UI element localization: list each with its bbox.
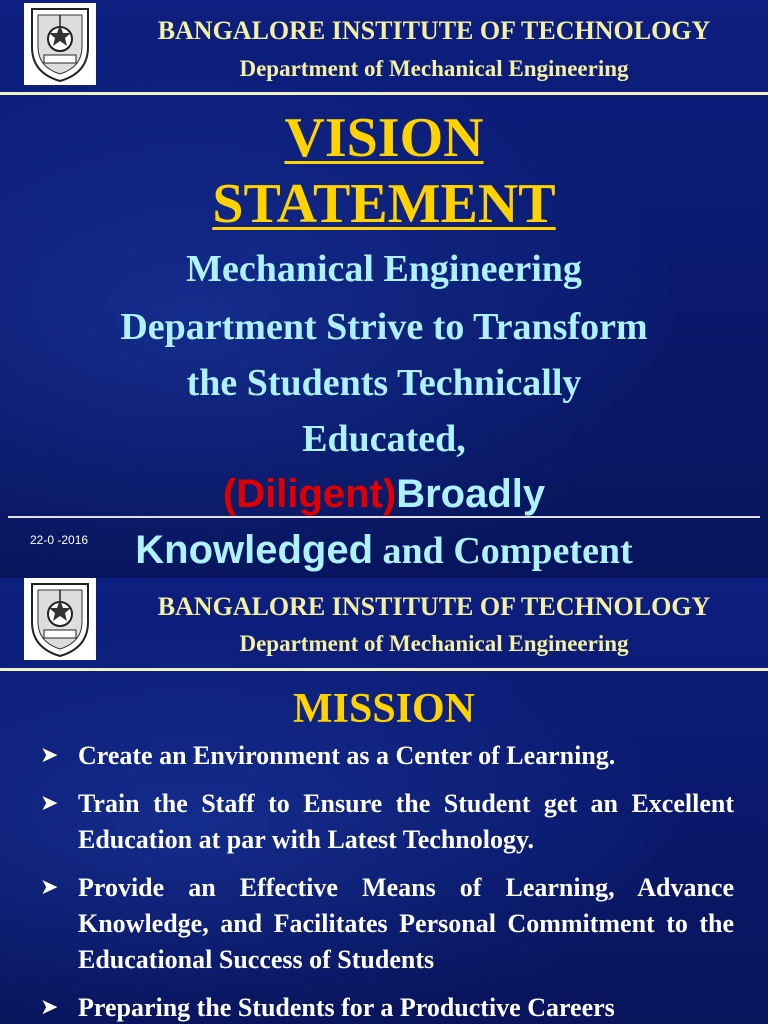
institute-name: BANGALORE INSTITUTE OF TECHNOLOGY (157, 592, 711, 621)
vision-line-4: Educated, (302, 418, 466, 460)
mission-title: MISSION (292, 686, 476, 732)
vision-title-line1: VISION (284, 107, 484, 169)
institute-crest-logo (24, 578, 96, 660)
list-item (0, 870, 768, 978)
mission-list (0, 738, 768, 1024)
broadly-text: Broadly (396, 472, 546, 516)
arrow-bullet-icon: ➤ (40, 875, 59, 900)
header-divider (0, 92, 768, 95)
footer-divider (8, 516, 760, 518)
mission-item-text: Preparing the Students for a Productive Careers (78, 993, 615, 1022)
diligent-highlight: (Diligent) (222, 472, 397, 516)
arrow-bullet-icon: ➤ (40, 791, 59, 816)
arrow-bullet-icon: ➤ (40, 743, 59, 768)
department-name: Department of Mechanical Engineering (239, 56, 629, 81)
vision-line-6 (20, 522, 748, 578)
arrow-bullet-icon: ➤ (40, 995, 59, 1020)
department-name: Department of Mechanical Engineering (239, 631, 629, 656)
mission-slide (0, 578, 768, 1024)
vision-line-1: Mechanical Engineering (186, 248, 582, 290)
list-item (0, 990, 768, 1024)
list-item (0, 786, 768, 858)
vision-line-2: Department Strive to Transform (120, 306, 648, 348)
header-divider (0, 668, 768, 671)
mission-item-text: Provide an Effective Means of Learning, Advance Knowledge, and Facilitates Personal Commitment to the Educational Success of Students (78, 873, 734, 974)
institute-crest-logo (24, 3, 96, 85)
list-item (0, 738, 768, 774)
vision-line-5 (20, 466, 748, 522)
knowledged-text: Knowledged (135, 528, 374, 572)
mission-item-text: Create an Environment as a Center of Learning. (78, 741, 616, 770)
mission-item-text: Train the Staff to Ensure the Student get an Excellent Education at par with Latest Technology. (78, 789, 734, 854)
slide-date: 22-0 -2016 (30, 533, 89, 547)
vision-title-line2: STATEMENT (212, 173, 556, 235)
and-competent-text: and Competent (373, 530, 633, 572)
vision-line-3: the Students Technically (186, 362, 582, 404)
institute-name: BANGALORE INSTITUTE OF TECHNOLOGY (157, 16, 711, 45)
